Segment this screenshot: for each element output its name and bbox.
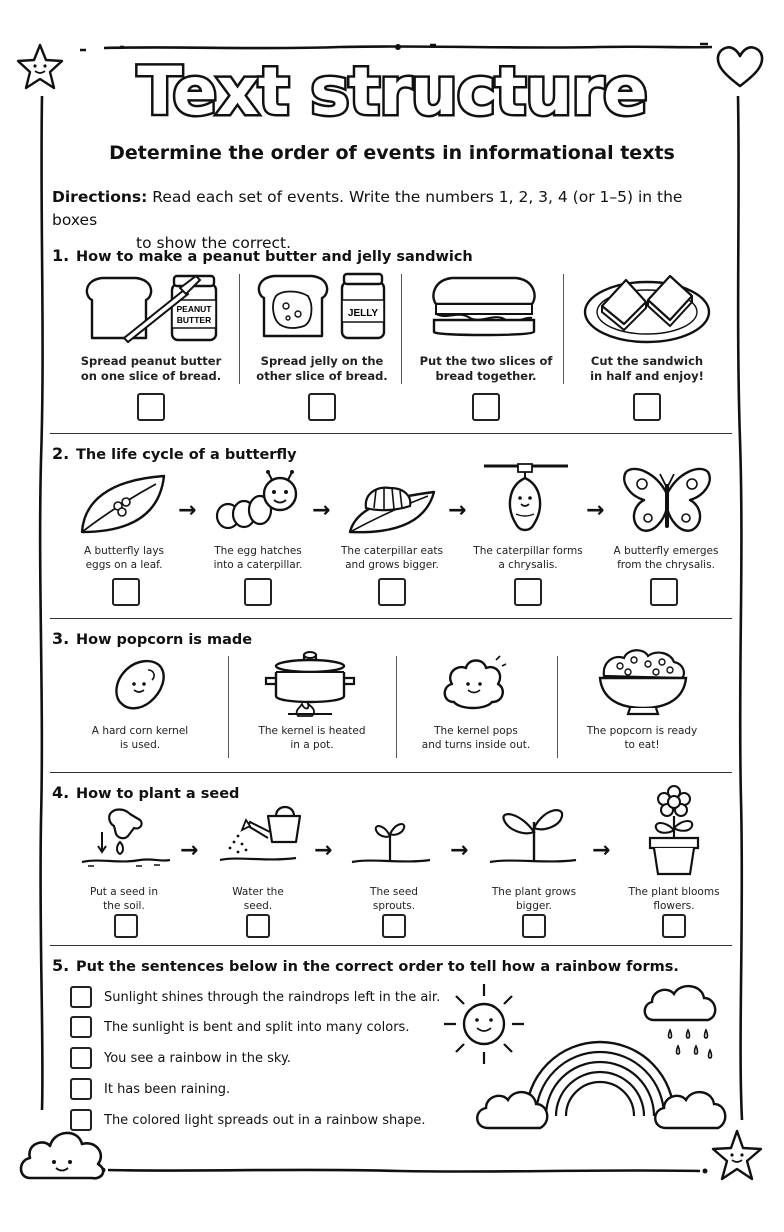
- caption-line: into a caterpillar.: [213, 559, 303, 571]
- answer-box[interactable]: [514, 578, 542, 606]
- section-title: How popcorn is made: [76, 632, 253, 648]
- page-subtitle: Determine the order of events in informational texts: [109, 142, 675, 164]
- sandwich-plate-icon: [582, 272, 712, 344]
- caption-line: A butterfly lays: [83, 545, 165, 557]
- answer-box[interactable]: [633, 393, 661, 421]
- answer-box[interactable]: [70, 1109, 92, 1131]
- caption-line: flowers.: [653, 900, 695, 912]
- jar-label-jelly: JELLY: [347, 308, 379, 319]
- caption-line: in half and enjoy!: [590, 369, 704, 383]
- step-caption: [196, 544, 320, 572]
- cloud-icon: [477, 1092, 547, 1128]
- section-divider: [50, 618, 732, 619]
- caption-line: is used.: [119, 739, 161, 751]
- step-caption: [66, 885, 182, 913]
- popped-kernel-icon: [440, 656, 508, 712]
- directions-text-1: Read each set of events. Write the numbers 1, 2, 3, 4 (or 1–5) in the boxes: [52, 188, 683, 229]
- directions-label: Directions:: [52, 188, 148, 206]
- popcorn-bowl-icon: [598, 648, 688, 716]
- arrow-right-icon: →: [586, 498, 605, 523]
- pot-icon: [264, 650, 356, 718]
- section-number: 4.: [52, 783, 70, 802]
- arrow-right-icon: →: [178, 498, 197, 523]
- rainbow-scene: [440, 976, 730, 1136]
- sentence-text: It has been raining.: [104, 1081, 231, 1097]
- directions: [52, 186, 732, 255]
- caption-line: to eat!: [624, 739, 660, 751]
- section-number: 3.: [52, 629, 70, 648]
- answer-box[interactable]: [112, 578, 140, 606]
- caption-line: The caterpillar forms: [473, 545, 583, 557]
- caption-line: The egg hatches: [214, 545, 302, 557]
- caption-line: a chrysalis.: [498, 559, 558, 571]
- answer-box[interactable]: [522, 914, 546, 938]
- caption-line: Put the two slices of: [419, 354, 553, 368]
- caption-line: Cut the sandwich: [590, 354, 704, 368]
- answer-box[interactable]: [70, 1047, 92, 1069]
- rainbow-icon: [526, 1042, 674, 1116]
- answer-box[interactable]: [308, 393, 336, 421]
- caption-line: Put a seed in: [90, 886, 158, 898]
- caption-line: A butterfly emerges: [613, 545, 719, 557]
- caption-line: in a pot.: [290, 739, 334, 751]
- sentence-row: [70, 1077, 230, 1101]
- hand-seed-icon: [80, 806, 172, 868]
- section-1-heading: [52, 246, 473, 265]
- step-caption: [566, 354, 728, 384]
- section-divider: [50, 433, 732, 434]
- step-caption: [400, 724, 552, 752]
- sentence-row: [70, 1015, 409, 1039]
- sentence-text: Sunlight shines through the raindrops left in the air.: [104, 989, 441, 1005]
- caterpillar-icon: [214, 472, 300, 530]
- arrow-right-icon: →: [450, 838, 469, 863]
- step-caption: [70, 354, 232, 384]
- caption-line: The plant grows: [491, 886, 577, 898]
- caption-line: A hard corn kernel: [91, 725, 189, 737]
- answer-box[interactable]: [70, 986, 92, 1008]
- caption-line: Spread peanut butter: [80, 354, 222, 368]
- step-caption: [614, 885, 734, 913]
- section-number: 5.: [52, 956, 70, 975]
- answer-box[interactable]: [70, 1016, 92, 1038]
- bread-jelly-icon: [258, 272, 388, 342]
- arrow-right-icon: →: [314, 838, 333, 863]
- caption-line: Water the: [232, 886, 284, 898]
- caption-line: Spread jelly on the: [260, 354, 384, 368]
- section-number: 2.: [52, 444, 70, 463]
- sentence-row: [70, 985, 440, 1009]
- arrow-right-icon: →: [312, 498, 331, 523]
- caption-line: on one slice of bread.: [80, 369, 222, 383]
- answer-box[interactable]: [650, 578, 678, 606]
- caption-line: bread together.: [435, 369, 537, 383]
- bread-peanut-butter-icon: [84, 272, 220, 344]
- caption-line: the soil.: [103, 900, 145, 912]
- step-caption: [72, 724, 208, 752]
- section-4-heading: [52, 783, 239, 802]
- step-caption: [241, 354, 403, 384]
- caption-line: seed.: [243, 900, 273, 912]
- jar-label-line2: BUTTER: [176, 315, 212, 325]
- column-divider: [557, 656, 558, 758]
- caption-line: bigger.: [515, 900, 553, 912]
- answer-box[interactable]: [137, 393, 165, 421]
- section-title: How to plant a seed: [76, 786, 240, 802]
- sentence-text: The sunlight is bent and split into many colors.: [104, 1019, 410, 1035]
- chrysalis-icon: [480, 458, 572, 540]
- answer-box[interactable]: [114, 914, 138, 938]
- section-title: Put the sentences below in the correct order to tell how a rainbow forms.: [76, 959, 679, 975]
- sentence-row: [70, 1046, 291, 1070]
- section-title: The life cycle of a butterfly: [76, 447, 297, 463]
- arrow-right-icon: →: [180, 838, 199, 863]
- caption-line: The seed: [370, 886, 418, 898]
- directions-text-2: to show the correct.: [136, 234, 292, 252]
- caption-line: The popcorn is ready: [586, 725, 698, 737]
- sentence-text: The colored light spreads out in a rainbow shape.: [104, 1112, 426, 1128]
- butterfly-icon: [620, 464, 714, 538]
- step-caption: [328, 544, 456, 572]
- rain-cloud-icon: [645, 986, 716, 1058]
- caption-line: and grows bigger.: [345, 559, 439, 571]
- column-divider: [396, 656, 397, 758]
- sandwich-icon: [428, 274, 540, 340]
- step-caption: [64, 544, 184, 572]
- caption-line: eggs on a leaf.: [85, 559, 163, 571]
- leaf-eggs-icon: [78, 472, 168, 536]
- flower-pot-icon: [646, 784, 702, 878]
- caterpillar-leaf-icon: [346, 478, 438, 536]
- step-caption: [474, 885, 594, 913]
- caption-line: from the chrysalis.: [617, 559, 715, 571]
- jar-label-line1: PEANUT: [176, 304, 212, 314]
- step-caption: [336, 885, 452, 913]
- answer-box[interactable]: [70, 1078, 92, 1100]
- column-divider: [228, 656, 229, 758]
- step-caption: [566, 724, 718, 752]
- answer-box[interactable]: [246, 914, 270, 938]
- caption-line: other slice of bread.: [256, 369, 388, 383]
- star-icon: [708, 1128, 766, 1184]
- answer-box[interactable]: [244, 578, 272, 606]
- caption-line: The plant blooms: [628, 886, 720, 898]
- corn-kernel-icon: [112, 658, 168, 710]
- caption-line: The kernel pops: [434, 725, 518, 737]
- section-5-heading: [52, 956, 679, 975]
- cloud-icon: [655, 1092, 725, 1128]
- seedling-icon: [488, 802, 578, 866]
- sentence-text: You see a rainbow in the sky.: [104, 1050, 291, 1066]
- arrow-right-icon: →: [448, 498, 467, 523]
- answer-box[interactable]: [378, 578, 406, 606]
- answer-box[interactable]: [472, 393, 500, 421]
- section-divider: [50, 945, 732, 946]
- caption-line: The caterpillar eats: [341, 545, 443, 557]
- answer-box[interactable]: [662, 914, 686, 938]
- step-caption: [405, 354, 567, 384]
- step-caption: [460, 544, 596, 572]
- section-divider: [50, 772, 732, 773]
- sprout-icon: [350, 816, 432, 866]
- section-number: 1.: [52, 246, 70, 265]
- watering-can-icon: [218, 802, 310, 864]
- sentence-row: [70, 1108, 426, 1132]
- page-title: Text structure: [137, 53, 647, 130]
- step-caption: [238, 724, 386, 752]
- section-title: How to make a peanut butter and jelly sandwich: [76, 249, 473, 265]
- sun-icon: [444, 984, 524, 1064]
- step-caption: [600, 544, 732, 572]
- answer-box[interactable]: [382, 914, 406, 938]
- step-caption: [200, 885, 316, 913]
- column-divider: [239, 274, 240, 384]
- caption-line: sprouts.: [372, 900, 416, 912]
- caption-line: and turns inside out.: [421, 739, 531, 751]
- section-2-heading: [52, 444, 297, 463]
- section-3-heading: [52, 629, 252, 648]
- caption-line: The kernel is heated: [258, 725, 366, 737]
- arrow-right-icon: →: [592, 838, 611, 863]
